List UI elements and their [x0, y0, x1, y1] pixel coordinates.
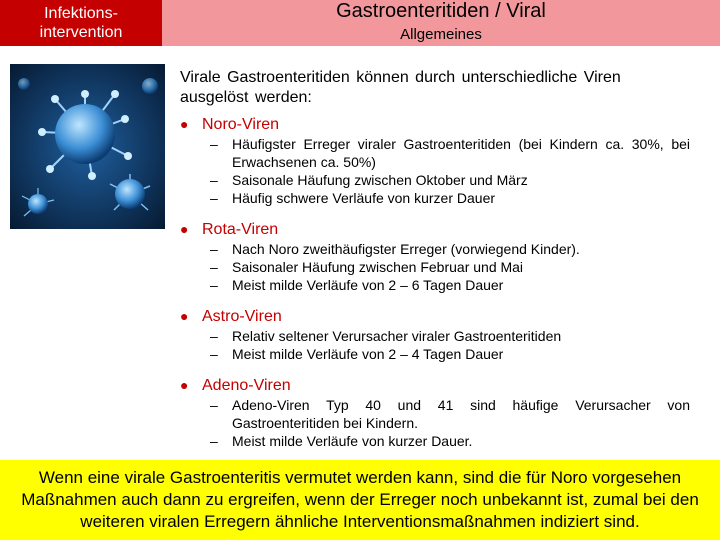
dash-icon: –	[210, 346, 218, 362]
highlight-note	[0, 460, 720, 540]
section-rota	[180, 219, 690, 294]
dash-icon: –	[210, 328, 218, 344]
bullet-heading	[180, 306, 690, 327]
section-noro	[180, 114, 690, 207]
dash-icon: –	[210, 190, 218, 206]
section-label-line-1: Infektions-	[44, 5, 118, 22]
slide-title: Gastroenteritiden / Viral	[336, 0, 546, 22]
highlight-note-text: Wenn eine virale Gastroenteritis vermutet werden kann, sind die für Noro vorgesehen Maßnahmen auch dann zu ergreifen, wenn der Erreger noch unbekannt ist, zumal bei den weiteren viralen Erregern ähnliche Interventionsmaßnahmen indiziert sind.	[21, 468, 699, 531]
bullet-icon: ●	[180, 221, 189, 237]
list-item-text: Häufigster Erreger viraler Gastroenteritiden (bei Kindern ca. 30%, bei Erwachsenen ca. 50%)	[232, 136, 690, 170]
bullet-heading	[180, 375, 690, 396]
bullet-icon: ●	[180, 116, 189, 132]
bullet-label: Rota-Viren	[202, 221, 279, 238]
dash-icon: –	[210, 259, 218, 275]
bullet-label: Astro-Viren	[202, 308, 282, 325]
dash-icon: –	[210, 433, 218, 449]
content-area	[180, 68, 690, 450]
list-item	[210, 240, 690, 258]
section-label-line-2: intervention	[39, 24, 123, 41]
bullet-label: Adeno-Viren	[202, 377, 291, 394]
bullet-icon: ●	[180, 377, 189, 393]
list-item	[210, 345, 690, 363]
slide-header	[162, 0, 720, 46]
intro-text: Virale Gastroenteritiden können durch unterschiedliche Viren ausgelöst werden:	[180, 69, 621, 106]
section-label	[0, 0, 162, 46]
dash-icon: –	[210, 397, 218, 413]
list-item	[210, 327, 690, 345]
list-item	[210, 189, 690, 207]
list-item	[210, 258, 690, 276]
sub-list	[210, 135, 690, 207]
list-item-text: Nach Noro zweithäufigster Erreger (vorwiegend Kinder).	[232, 241, 580, 257]
list-item-text: Meist milde Verläufe von kurzer Dauer.	[232, 433, 473, 449]
bullet-label: Noro-Viren	[202, 116, 280, 133]
list-item-text: Adeno-Viren Typ 40 und 41 sind häufige Verursacher von Gastroenteritiden bei Kindern.	[232, 397, 690, 431]
virus-image	[10, 64, 165, 229]
list-item-text: Saisonale Häufung zwischen Oktober und März	[232, 172, 528, 188]
sub-list	[210, 396, 690, 450]
dash-icon: –	[210, 241, 218, 257]
list-item-text: Saisonaler Häufung zwischen Februar und Mai	[232, 259, 524, 275]
list-item	[210, 396, 690, 432]
bullet-icon: ●	[180, 308, 189, 324]
bullet-heading	[180, 114, 690, 135]
section-astro	[180, 306, 690, 363]
section-adeno	[180, 375, 690, 450]
slide-subtitle: Allgemeines	[400, 26, 482, 43]
dash-icon: –	[210, 136, 218, 152]
list-item	[210, 135, 690, 171]
dash-icon: –	[210, 172, 218, 188]
list-item	[210, 171, 690, 189]
list-item	[210, 276, 690, 294]
list-item	[210, 432, 690, 450]
list-item-text: Relativ seltener Verursacher viraler Gastroenteritiden	[232, 328, 562, 344]
dash-icon: –	[210, 277, 218, 293]
list-item-text: Meist milde Verläufe von 2 – 6 Tagen Dauer	[232, 277, 504, 293]
sub-list	[210, 327, 690, 363]
bullet-heading	[180, 219, 690, 240]
sub-list	[210, 240, 690, 294]
list-item-text: Meist milde Verläufe von 2 – 4 Tagen Dauer	[232, 346, 504, 362]
list-item-text: Häufig schwere Verläufe von kurzer Dauer	[232, 190, 496, 206]
